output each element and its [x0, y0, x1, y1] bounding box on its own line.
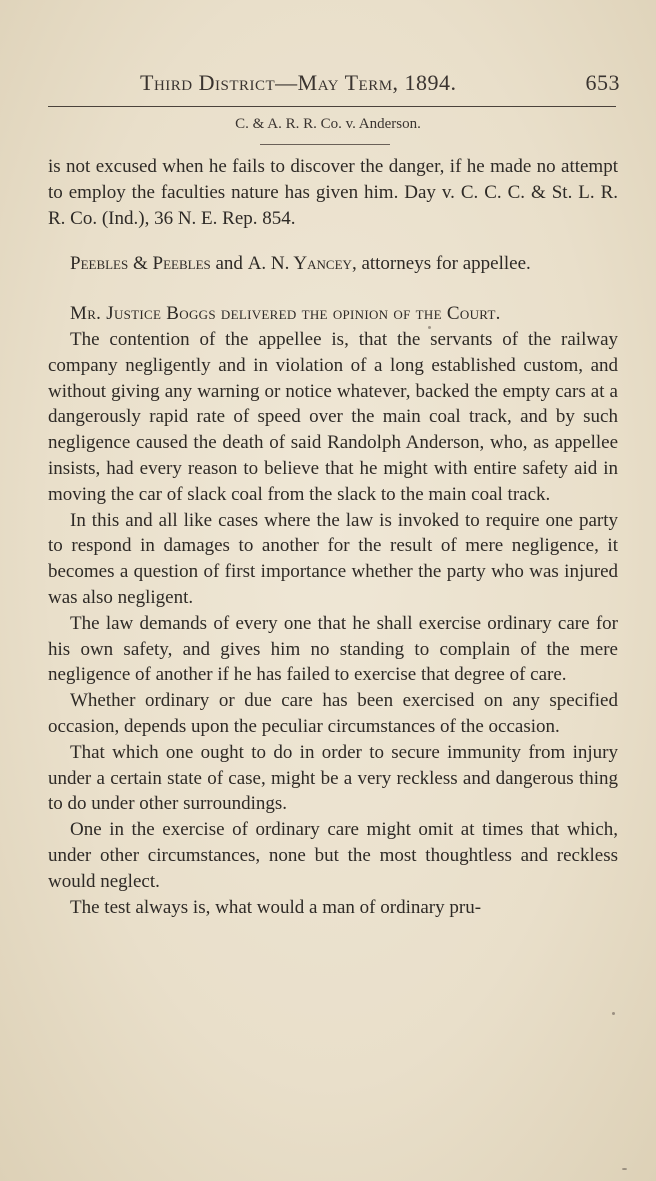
running-head-title: Third District—May Term, 1894. [140, 70, 457, 95]
paper-speck [428, 326, 431, 329]
counsel-line [48, 251, 618, 277]
case-caption: C. & A. R. R. Co. v. Anderson. [235, 116, 421, 132]
counsel-role: , attorneys for appellee. [351, 253, 531, 275]
paragraph: One in the exercise of ordinary care might omit at times that which, under other circumstances, none but the most thoughtless and reckless would neglect. [48, 819, 618, 892]
page-number: 653 [585, 70, 620, 95]
counsel-connector: and [210, 253, 248, 275]
caption-rule [260, 144, 390, 145]
page-body [48, 154, 618, 920]
paragraph: The contention of the appellee is, that the servants of the railway company negligently and in violation of a long established custom, and without giving any warning or notice whatever, backed the empty cars at a dangerously rapid rate of speed over the main coal track, and by such negligence caused the death of said Randolph Anderson, who, as appellee insists, had every reason to believe that he might with entire safety aid in moving the car of slack coal from the slack to the main coal track. [48, 328, 618, 505]
opinion-heading: Mr. Justice Boggs delivered the opinion of the Court. [70, 303, 501, 325]
paragraph: That which one ought to do in order to secure immunity from injury under a certain state of case, might be a very reckless and dangerous thing to do under other surroundings. [48, 741, 618, 815]
paragraph: The test always is, what would a man of ordinary pru- [70, 896, 482, 918]
paper-speck [622, 1168, 627, 1170]
paragraph: Whether ordinary or due care has been exercised on any specified occasion, depends upon the peculiar circumstances of the occasion. [48, 690, 618, 737]
paragraph: The law demands of every one that he shall exercise ordinary care for his own safety, and gives him no standing to complain of the mere negligence of another if he has failed to exercise that degree of care. [48, 612, 618, 686]
paragraph-continued: is not excused when he fails to discover the danger, if he made no attempt to employ the faculties nature has given him. Day v. C. C. C. & St. L. R. R. Co. (Ind.), 36 N. E. Rep. 854. [48, 156, 618, 229]
counsel-firm: Peebles & Peebles [70, 253, 211, 275]
running-head [140, 70, 620, 96]
paragraph: In this and all like cases where the law is invoked to require one party to respond in damages to another for the result of mere negligence, it becomes a question of first importance whether the party who was injured was also negligent. [48, 509, 618, 608]
paper-speck [612, 1012, 615, 1015]
header-rule [48, 106, 616, 107]
counsel-name: A. N. Yancey [247, 253, 352, 275]
